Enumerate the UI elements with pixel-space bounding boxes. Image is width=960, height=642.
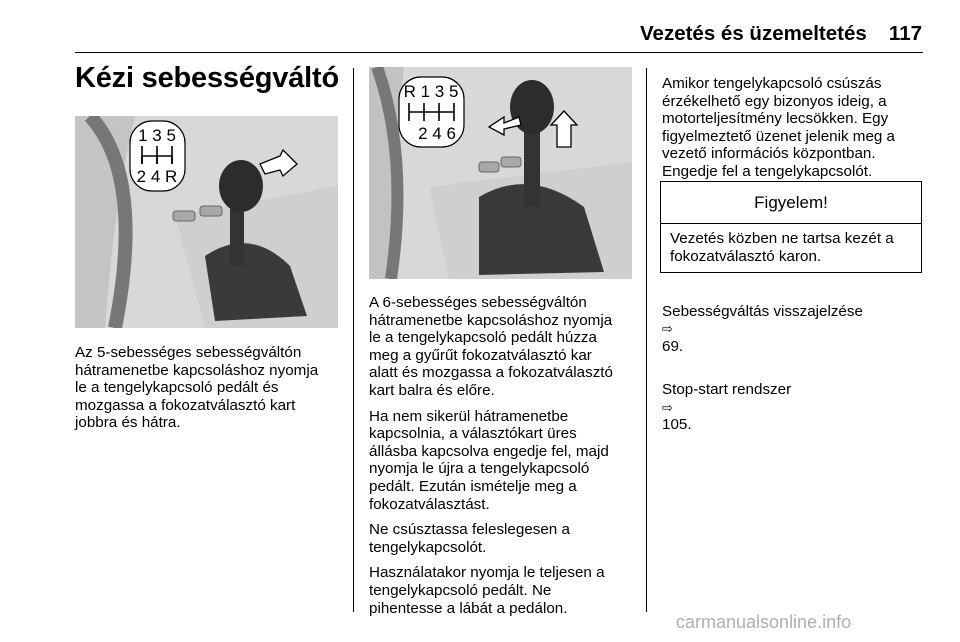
gear-pattern-bottom-6: 2 4 6 — [418, 124, 456, 143]
reference-stop-start-page: 105 — [662, 416, 688, 434]
page-header — [640, 22, 922, 50]
cross-reference-arrow-icon: ⇨ — [662, 399, 673, 415]
paragraph-6-speed-reverse: A 6-sebességes sebességváltón hátramenetbe kapcsoláshoz nyomja le a tengelykapcsoló pedált húzza meg a gyűrűt fokozatválasztó kar alatt és mozgassa a fokozatválasztó kart balra és előre. — [369, 294, 613, 399]
paragraph-clutch-slip: Ne csúsztassa feleslegesen a tengelykapcsolót. — [369, 521, 570, 556]
column-2-text — [369, 294, 639, 625]
column-3-references — [662, 285, 924, 442]
paragraph-5-speed-reverse: Az 5-sebességes sebességváltón hátramenetbe kapcsoláshoz nyomja le a tengelykapcsoló pedált és mozgassa a fokozatválasztó kart jobbra és hátra. — [75, 344, 319, 432]
reference-stop-start[interactable]: Stop-start rendszer ⇨ 105. — [662, 380, 792, 434]
reference-shift-indicator[interactable]: Sebességváltás visszajelzése ⇨ 69. — [662, 302, 863, 355]
figure-5-speed-gearshift — [75, 116, 338, 328]
gear-pattern-bottom-5: 2 4 R — [136, 167, 178, 186]
gearshift-illustration-5 — [75, 116, 338, 328]
warning-title: Figyelem! — [661, 182, 921, 224]
paragraph-reverse-retry: Ha nem sikerül hátramenetbe kapcsolnia, a választókart üres állásba kapcsolva engedje fel, majd nyomja le újra a tengelykapcsoló pedált. Ezután ismételje meg a fokozatválasztást. — [369, 407, 609, 513]
watermark: carmanualsonline.info — [676, 612, 852, 632]
reference-shift-indicator-page: 69 — [662, 337, 679, 355]
page-title: Kézi sebességváltó — [75, 62, 339, 94]
gear-pattern-top-5: 1 3 5 — [138, 126, 176, 145]
reference-shift-indicator-label: Sebességváltás visszajelzése — [662, 302, 863, 320]
column-divider-2 — [646, 68, 647, 612]
gear-pattern-top-6: R 1 3 5 — [403, 82, 459, 101]
paragraph-clutch-slip-warning: Amikor tengelykapcsoló csúszás érzékelhető egy bizonyos ideig, a motorteljesítmény lecsökken. Egy figyelmeztető üzenet jelenik meg a vezető információs központban. Engedje fel a tengelykapcsolót. — [662, 75, 896, 180]
cross-reference-arrow-icon: ⇨ — [662, 321, 673, 337]
section-title: Vezetés és üzemeltetés — [640, 22, 867, 45]
gearshift-illustration-6 — [369, 67, 632, 279]
column-1-text — [75, 344, 345, 440]
column-divider-1 — [353, 68, 354, 612]
header-rule — [75, 52, 923, 53]
warning-box — [660, 181, 922, 273]
page-number: 117 — [888, 22, 922, 45]
warning-text: Vezetés közben ne tartsa kezét a fokozatválasztó karon. — [670, 230, 894, 265]
column-3-text — [662, 75, 924, 189]
figure-6-speed-gearshift — [369, 67, 632, 279]
reference-stop-start-label: Stop-start rendszer — [662, 380, 792, 398]
paragraph-clutch-pedal: Használatakor nyomja le teljesen a tengelykapcsoló pedált. Ne pihentesse a lábát a pedálon. — [369, 564, 605, 617]
